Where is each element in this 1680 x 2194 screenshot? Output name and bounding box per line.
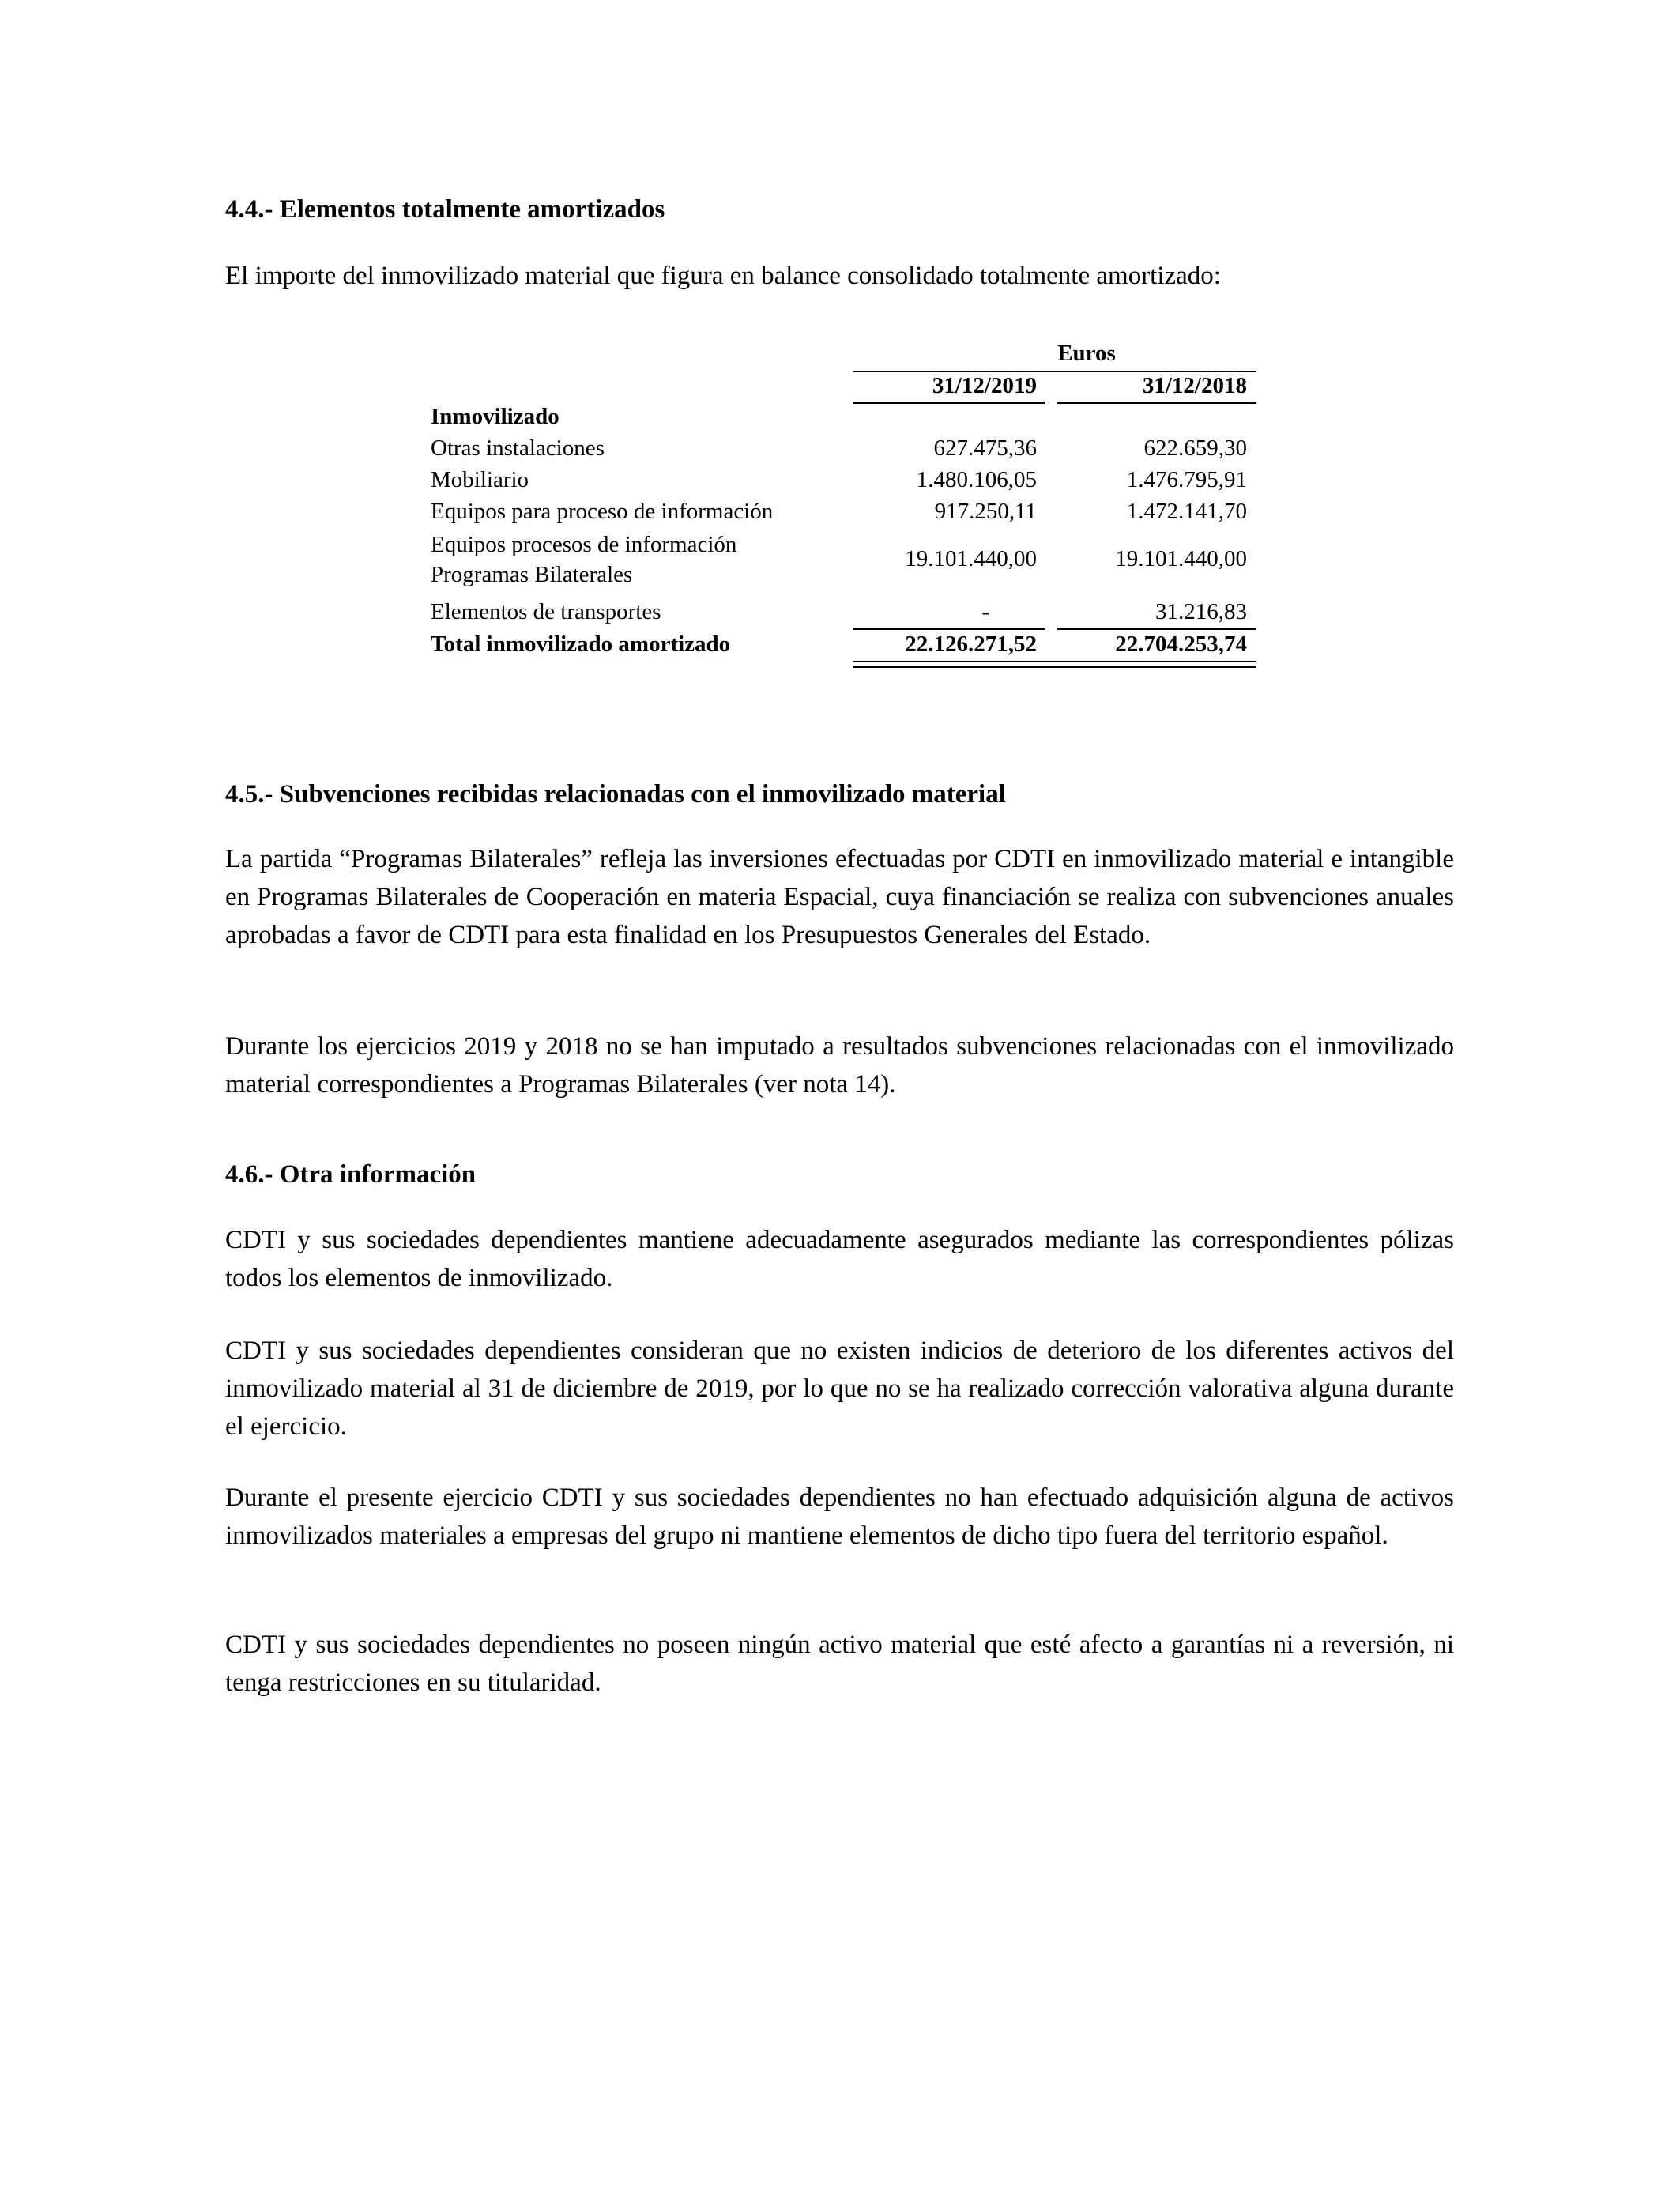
row-label: Equipos para proceso de información (431, 499, 774, 524)
total-value-2018: 22.704.253,74 (1115, 631, 1247, 657)
row-label-line2: Programas Bilaterales (431, 562, 633, 587)
section-44-heading: 4.4.- Elementos totalmente amortizados (225, 195, 665, 224)
col-2018-header: 31/12/2018 (1142, 373, 1247, 398)
total-double-rule-1 (853, 661, 1256, 662)
row-value-2018: 1.476.795,91 (1126, 467, 1247, 492)
row-value-2018: 31.216,83 (1155, 599, 1247, 624)
total-value-2019: 22.126.271,52 (905, 631, 1037, 657)
row-label: Otras instalaciones (431, 435, 605, 461)
col-2019-header: 31/12/2019 (932, 373, 1037, 398)
section-45-para2: Durante los ejercicios 2019 y 2018 no se han imputado a resultados subvenciones relacionadas con el inmovilizado material correspondientes a Programas Bilaterales (ver nota 14). (225, 1032, 1454, 1099)
col-2019-header-rule (853, 402, 1045, 404)
row-value-2019: - (981, 599, 989, 624)
row-value-2019: 917.250,11 (934, 499, 1037, 524)
total-top-rule (853, 628, 1045, 630)
total-label: Total inmovilizado amortizado (431, 631, 731, 657)
total-double-rule-2 (853, 666, 1256, 668)
section-46-para4: CDTI y sus sociedades dependientes no poseen ningún activo material que esté afecto a garantías ni a reversión, ni tenga restricciones en su titularidad. (225, 1630, 1454, 1697)
row-label: Elementos de transportes (431, 599, 661, 624)
row-value-2018: 1.472.141,70 (1126, 499, 1247, 524)
col-2018-header-rule (1057, 402, 1256, 404)
row-value-2019: 1.480.106,05 (916, 467, 1037, 492)
section-46-para1: CDTI y sus sociedades dependientes mantiene adecuadamente asegurados mediante las correspondientes pólizas todos los elementos de inmovilizado. (225, 1226, 1454, 1292)
row-value-2019: 19.101.440,00 (905, 546, 1037, 571)
section-46-para2: CDTI y sus sociedades dependientes consideran que no existen indicios de deterioro de los diferentes activos del inmovilizado material al 31 de diciembre de 2019, por lo que no se ha realizado corrección valorativa alguna durante el ejercicio. (225, 1336, 1454, 1441)
row-value-2018: 19.101.440,00 (1115, 546, 1247, 571)
section-44-intro: El importe del inmovilizado material que figura en balance consolidado totalmente amortizado: (225, 262, 1221, 290)
amortized-assets-table (431, 336, 1256, 676)
row-value-2019: 627.475,36 (933, 435, 1037, 461)
group-label: Inmovilizado (431, 404, 559, 429)
section-45-heading: 4.5.- Subvenciones recibidas relacionadas con el inmovilizado material (225, 780, 1006, 809)
section-46-heading: 4.6.- Otra información (225, 1160, 477, 1189)
total-top-rule (1057, 628, 1256, 630)
row-value-2018: 622.659,30 (1143, 435, 1247, 461)
unit-header: Euros (1057, 341, 1116, 366)
row-label-line1: Equipos procesos de información (431, 532, 737, 557)
row-label: Mobiliario (431, 467, 529, 492)
section-45-para1: La partida “Programas Bilaterales” refleja las inversiones efectuadas por CDTI en inmovilizado material e intangible en Programas Bilaterales de Cooperación en materia Espacial, cuya financiación se realiza con subvenciones anuales aprobadas a favor de CDTI para esta finalidad en los Presupuestos Generales del Estado. (225, 845, 1454, 949)
section-46-para3: Durante el presente ejercicio CDTI y sus sociedades dependientes no han efectuado adquisición alguna de activos inmovilizados materiales a empresas del grupo ni mantiene elementos de dicho tipo fuera del territorio español. (225, 1483, 1454, 1550)
